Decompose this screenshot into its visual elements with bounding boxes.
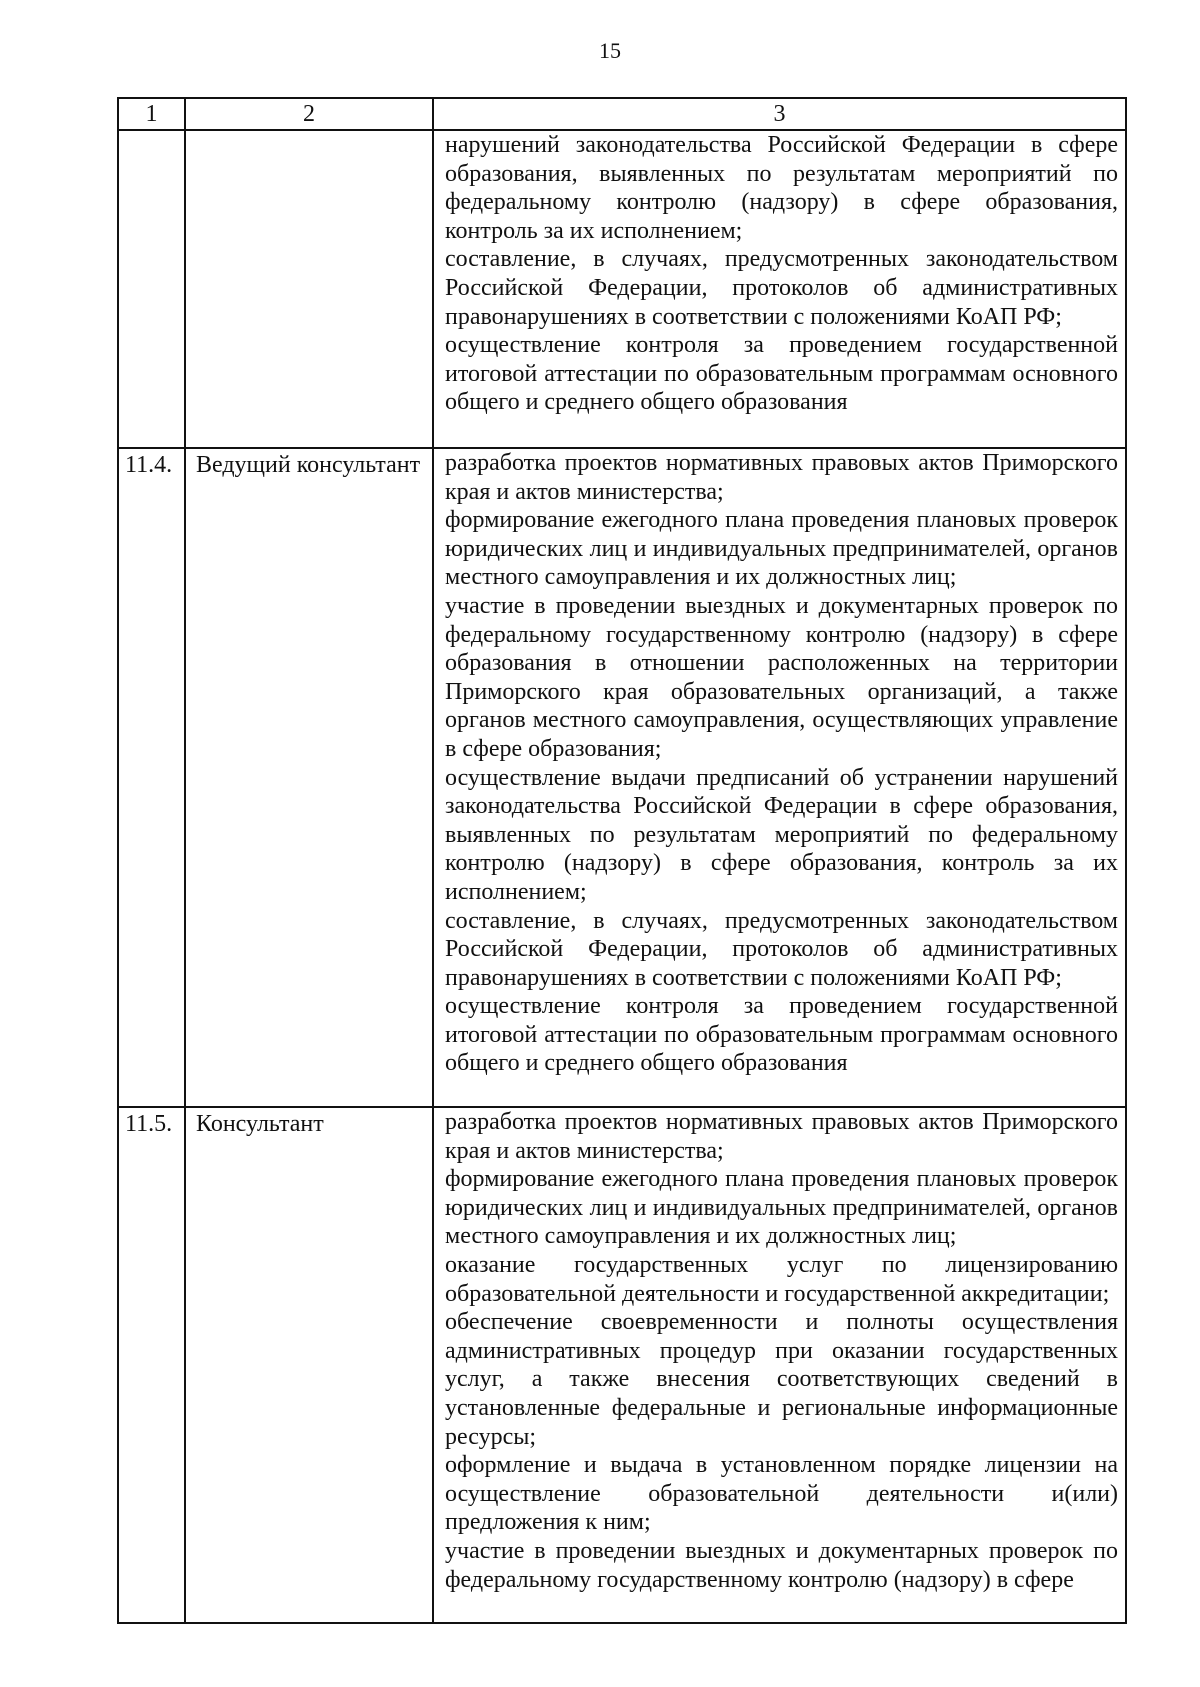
duties-cell (433, 130, 1126, 448)
duty-item: осуществление контроля за проведением государственной итоговой аттестации по образовательным программам основного общего и среднего общего образования (445, 993, 1118, 1077)
duty-item: оказание государственных услуг по лицензированию образовательной деятельности и государственной аккредитации; (445, 1251, 1118, 1307)
duty-item: составление, в случаях, предусмотренных законодательством Российской Федерации, протоколов об административных правонарушениях в соответствии с положениями КоАП РФ; (445, 246, 1118, 330)
position-title (185, 130, 433, 448)
duties-cell (433, 448, 1126, 1107)
position-title: Ведущий консультант (185, 448, 433, 1107)
header-cell-2: 2 (185, 98, 433, 130)
duty-item: оформление и выдача в установленном порядке лицензии на осуществление образовательной деятельности и(или) предложения к ним; (445, 1452, 1118, 1536)
duty-item: осуществление контроля за проведением государственной итоговой аттестации по образовательным программам основного общего и среднего общего образования (445, 332, 1118, 416)
duty-item: участие в проведении выездных и документарных проверок по федеральному государственному контролю (надзору) в сфере образования в отношении расположенных на территории Приморского края образовательных организаций, а также органов местного самоуправления, осуществляющих управление в сфере образования; (445, 592, 1118, 762)
duties-table (117, 97, 1127, 1624)
duty-item: разработка проектов нормативных правовых актов Приморского края и актов министерства; (445, 450, 1118, 505)
position-title: Консультант (185, 1107, 433, 1623)
duty-item: разработка проектов нормативных правовых актов Приморского края и актов министерства; (445, 1109, 1118, 1164)
row-number: 11.4. (118, 448, 185, 1107)
header-cell-1: 1 (118, 98, 185, 130)
duty-item: обеспечение своевременности и полноты осуществления административных процедур при оказании государственных услуг, а также внесения соответствующих сведений в установленные федеральные и региональные информационные ресурсы; (445, 1309, 1118, 1450)
table-header-row (118, 98, 1126, 130)
table-row (118, 1107, 1126, 1623)
table-row (118, 130, 1126, 448)
row-number: 11.5. (118, 1107, 185, 1623)
duty-item: составление, в случаях, предусмотренных законодательством Российской Федерации, протоколов об административных правонарушениях в соответствии с положениями КоАП РФ; (445, 907, 1118, 991)
row-number (118, 130, 185, 448)
page-number: 15 (599, 38, 621, 63)
duty-item: формирование ежегодного плана проведения плановых проверок юридических лиц и индивидуальных предпринимателей, органов местного самоуправления и их должностных лиц; (445, 1166, 1118, 1250)
duty-item: нарушений законодательства Российской Федерации в сфере образования, выявленных по результатам мероприятий по федеральному контролю (надзору) в сфере образования, контроль за их исполнением; (445, 132, 1118, 244)
header-cell-3: 3 (433, 98, 1126, 130)
duties-cell (433, 1107, 1126, 1623)
duty-item: формирование ежегодного плана проведения плановых проверок юридических лиц и индивидуальных предпринимателей, органов местного самоуправления и их должностных лиц; (445, 507, 1118, 591)
duty-item: осуществление выдачи предписаний об устранении нарушений законодательства Российской Федерации в сфере образования, выявленных по результатам мероприятий по федеральному контролю (надзору) в сфере образования, контроль за их исполнением; (445, 764, 1118, 905)
duty-item: участие в проведении выездных и документарных проверок по федеральному государственному контролю (надзору) в сфере (445, 1537, 1118, 1593)
table-row (118, 448, 1126, 1107)
